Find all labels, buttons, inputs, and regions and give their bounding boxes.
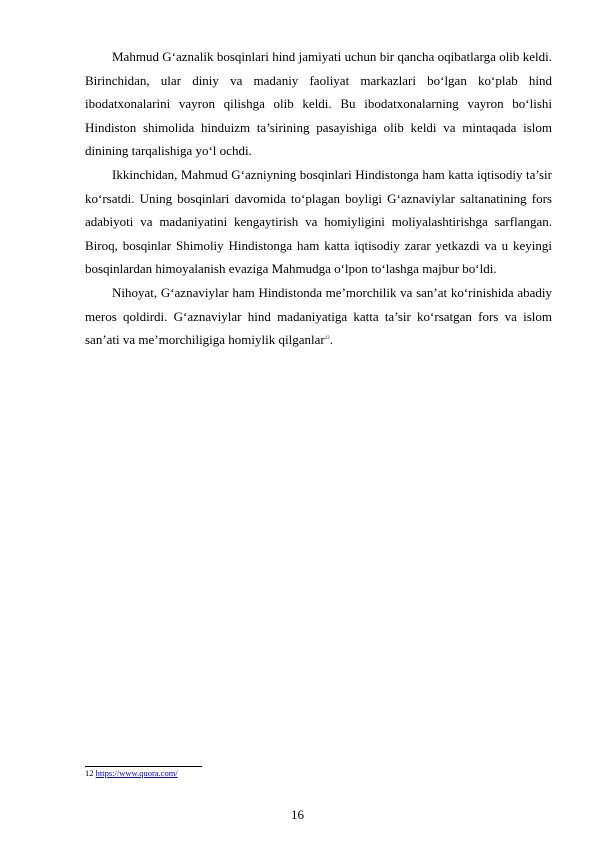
- footnote-separator: [85, 766, 202, 767]
- paragraph-1: Mahmud G‘aznalik bosqinlari hind jamiyati uchun bir qancha oqibatlarga olib keldi. Birinchidan, ular diniy va madaniy faoliyat markazlari bo‘lgan ko‘plab hind ibodatxonalarini vayron qilishga olib keldi. Bu ibodatxonalarning vayron bo‘lishi Hindiston shimolida hinduizm ta’sirining pasayishiga olib keldi va mintaqada islom dinining tarqalishiga yo‘l ochdi.: [85, 49, 552, 159]
- footnote-reference[interactable]: 12: [324, 336, 330, 342]
- paragraph-2: Ikkinchidan, Mahmud G‘azniyning bosqinlari Hindistonga ham katta iqtisodiy ta’sir ko‘rsatdi. Uning bosqinlari davomida to‘plagan boyligi G‘aznaviylar saltanatining fors adabiyoti va madaniyatini kengaytirish va homiyligini moliyalashtirishga sarflangan. Biroq, bosqinlar Shimoliy Hindistonga ham katta iqtisodiy zarar yetkazdi va u keyingi bosqinlardan himoyalanish evaziga Mahmudga o‘lpon to‘lashga majbur bo‘ldi.: [85, 166, 552, 277]
- page-number: 16: [291, 807, 304, 822]
- footnote-number: 12: [85, 768, 94, 778]
- footnote: [85, 768, 178, 779]
- paragraph-3: Nihoyat, G‘aznaviylar ham Hindistonda me’morchilik va san’at ko‘rinishida abadiy meros qoldirdi. G‘aznaviylar hind madaniyatiga katta ta’sir ko‘rsatgan fors va islom san’ati va me’morchiligiga homiylik qilganlar$^{12}$.: [85, 284, 552, 348]
- page-body: [85, 45, 552, 352]
- footnote-link[interactable]: https://www.quora.com/: [95, 768, 178, 778]
- paragraph-3-text: Nihoyat, G‘aznaviylar ham Hindistonda me’morchilik va san’at ko‘rinishida abadiy meros qoldirdi. G‘aznaviylar hind madaniyatiga katta ta’sir ko‘rsatgan fors va islom san’ati va me’morchiligiga homiylik qilganlar: [85, 284, 552, 348]
